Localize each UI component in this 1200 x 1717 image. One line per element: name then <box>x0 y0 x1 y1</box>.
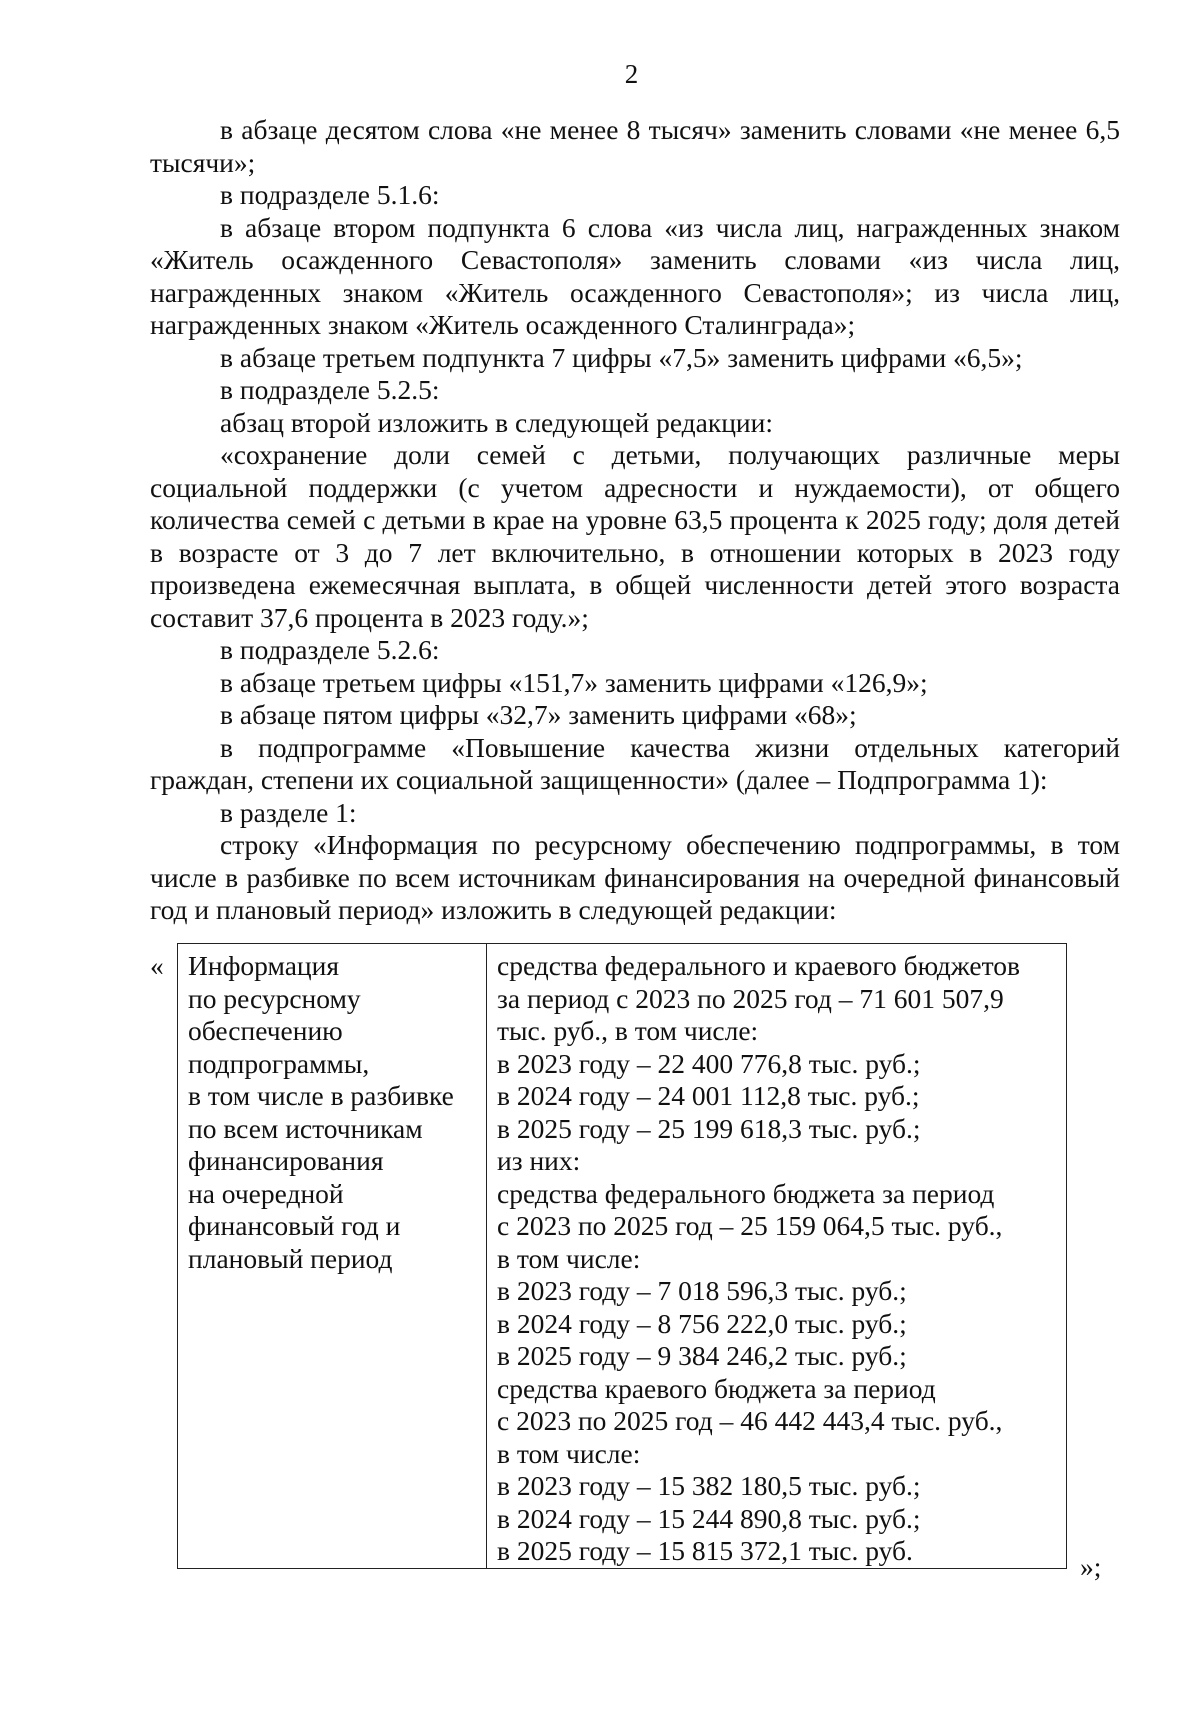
paragraph: абзац второй изложить в следующей редакции: <box>220 406 774 438</box>
value-line: с 2023 по 2025 год – 46 442 443,4 тыс. руб., <box>497 1405 1003 1436</box>
label-line: в том числе в разбивке <box>188 1080 454 1111</box>
paragraph: в подразделе 5.1.6: <box>220 179 440 210</box>
label-line: финансовый год и <box>188 1210 401 1241</box>
label-line: обеспечению <box>188 1015 343 1046</box>
label-line: подпрограммы, <box>188 1047 370 1079</box>
page-number: 2 <box>624 59 639 89</box>
value-line: тыс. руб., в том числе: <box>497 1015 759 1046</box>
paragraph: в абзаце третьем цифры «151,7» заменить цифрами «126,9»; <box>220 666 928 698</box>
value-line: в 2024 году – 24 001 112,8 тыс. руб.; <box>497 1080 920 1111</box>
table-close-quote: »; <box>1080 1551 1102 1582</box>
value-line: с 2023 по 2025 год – 25 159 064,5 тыс. руб., <box>497 1210 1003 1241</box>
paragraph: в абзаце третьем подпункта 7 цифры «7,5» заменить цифрами «6,5»; <box>220 341 1023 373</box>
paragraph: в разделе 1: <box>220 796 357 828</box>
label-line: по всем источникам <box>188 1112 423 1144</box>
label-line: на очередной <box>188 1177 344 1209</box>
value-line: средства федерального бюджета за период <box>497 1177 995 1209</box>
value-line: за период с 2023 по 2025 год – 71 601 507,9 <box>497 982 1004 1014</box>
label-line: Информация <box>188 950 339 981</box>
paragraph: в подразделе 5.2.6: <box>220 634 440 665</box>
value-line: в том числе: <box>497 1242 641 1274</box>
table-label-cell <box>178 944 487 1569</box>
label-line: финансирования <box>188 1145 384 1176</box>
resource-table <box>177 943 1067 1569</box>
value-line: из них: <box>497 1145 581 1176</box>
table-open-quote: « <box>150 950 164 981</box>
value-line: в 2025 году – 15 815 372,1 тыс. руб. <box>497 1535 913 1566</box>
value-line: в 2023 году – 22 400 776,8 тыс. руб.; <box>497 1047 921 1079</box>
paragraph: в подпрограмме «Повышение качества жизни отдельных категорий граждан, степени их социальной защищенности» (далее – Подпрограмма 1): <box>150 731 1120 795</box>
value-line: в 2024 году – 15 244 890,8 тыс. руб.; <box>497 1502 921 1534</box>
value-line: в 2024 году – 8 756 222,0 тыс. руб.; <box>497 1307 907 1339</box>
value-line: средства федерального и краевого бюджетов <box>497 950 1020 981</box>
value-line: в 2023 году – 15 382 180,5 тыс. руб.; <box>497 1470 921 1501</box>
table-value-cell <box>487 944 1067 1569</box>
value-line: в 2025 году – 25 199 618,3 тыс. руб.; <box>497 1112 921 1144</box>
label-line: по ресурсному <box>188 982 361 1014</box>
document-body <box>150 114 1120 927</box>
label-line: плановый период <box>188 1242 393 1274</box>
value-line: в том числе: <box>497 1437 641 1469</box>
paragraph: в абзаце втором подпункта 6 слова «из числа лиц, награжденных знаком «Житель осажденного Севастополя» заменить словами «из числа лиц, награжденных знаком «Житель осажденного Севастополя»; из числа лиц, награжденных знаком «Житель осажденного Сталинграда»; <box>150 211 1120 340</box>
paragraph: в подразделе 5.2.5: <box>220 374 440 405</box>
paragraph: строку «Информация по ресурсному обеспечению подпрограммы, в том числе в разбивке по всем источникам финансирования на очередной финансовый год и плановый период» изложить в следующей редакции: <box>150 829 1120 925</box>
paragraph: в абзаце десятом слова «не менее 8 тысяч» заменить словами «не менее 6,5 тысячи»; <box>150 114 1120 178</box>
table-row <box>178 944 1067 1569</box>
value-line: в 2023 году – 7 018 596,3 тыс. руб.; <box>497 1275 907 1306</box>
value-line: средства краевого бюджета за период <box>497 1372 936 1404</box>
value-line: в 2025 году – 9 384 246,2 тыс. руб.; <box>497 1340 907 1371</box>
paragraph: «сохранение доли семей с детьми, получающих различные меры социальной поддержки (с учетом адресности и нуждаемости), от общего количества семей с детьми в крае на уровне 63,5 процента к 2025 году; доля детей в возрасте от 3 до 7 лет включительно, в отношении которых в 2023 году произведена ежемесячная выплата, в общей численности детей этого возраста составит 37,6 процента в 2023 году.»; <box>150 439 1120 633</box>
paragraph: в абзаце пятом цифры «32,7» заменить цифрами «68»; <box>220 699 857 730</box>
